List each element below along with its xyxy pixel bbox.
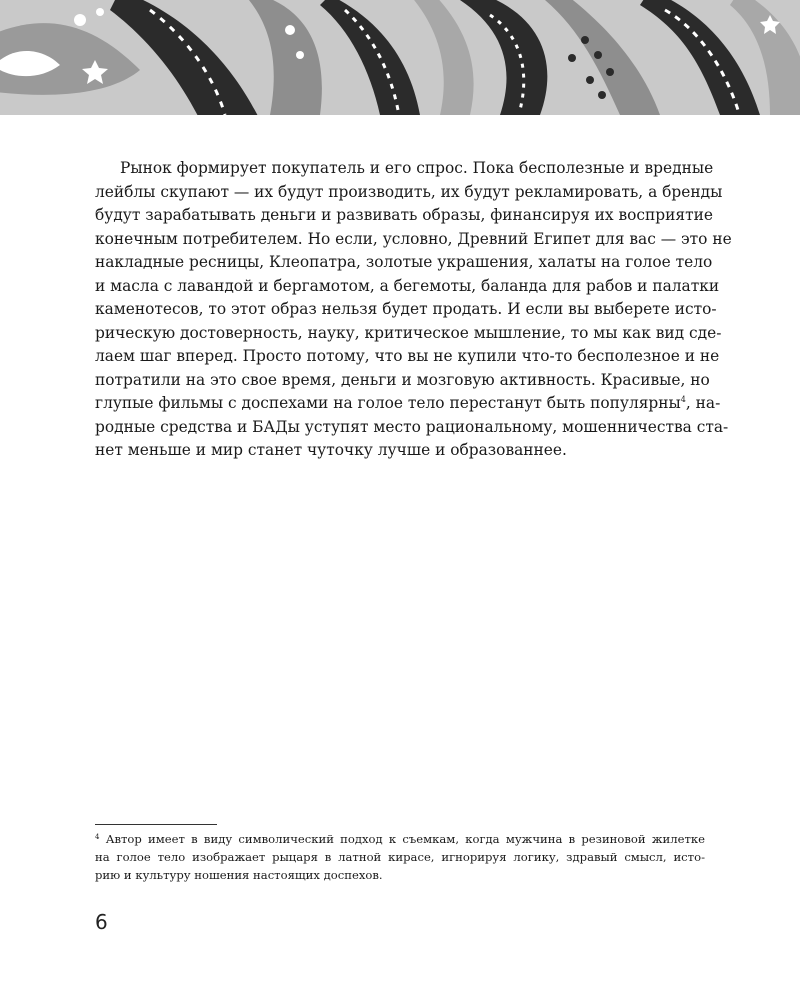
footnote-line: на голое тело изображает рыцаря в латной кирасе, игнорируя логику, здравый смысл, исто-: [95, 850, 705, 864]
body-line: лаем шаг вперед. Просто потому, что вы не купили что-то бесполезное и не: [95, 347, 720, 365]
body-line: каменотесов, то этот образ нельзя будет продать. И если вы выберете исто-: [95, 300, 717, 318]
ornamental-pattern-icon: [0, 0, 800, 115]
body-line: конечным потребителем. Но если, условно, Древний Египет для вас — это не: [95, 229, 732, 248]
decorative-header-image: [0, 0, 800, 115]
body-line: лейблы скупают — их будут производить, их будут рекламировать, а бренды: [95, 182, 723, 201]
footnote: [95, 830, 705, 884]
main-paragraph: [95, 157, 732, 463]
footnote-line: рию и культуру ношения настоящих доспехов.: [95, 868, 383, 882]
body-line-tail: , на-: [685, 394, 721, 412]
body-line: Рынок формирует покупатель и его спрос. Пока бесполезные и вредные: [120, 159, 714, 177]
body-line-text: глупые фильмы с доспехами на голое тело перестанут быть популярны: [95, 394, 681, 412]
body-line: потратили на это свое время, деньги и мозговую активность. Красивые, но: [95, 370, 710, 389]
footnote-marker: 4: [95, 833, 100, 841]
footnote-line: [95, 830, 705, 848]
body-line: накладные ресницы, Клеопатра, золотые украшения, халаты на голое тело: [95, 253, 713, 271]
footnote-separator: [95, 824, 217, 825]
page-number: 6: [95, 910, 108, 934]
body-line: нет меньше и мир станет чуточку лучше и образованнее.: [95, 441, 567, 459]
body-line-with-footnote: [95, 392, 721, 416]
footnote-reference[interactable]: 4: [680, 395, 686, 404]
body-line: будут зарабатывать деньги и развивать образы, финансируя их восприятие: [95, 206, 713, 224]
body-line: родные средства и БАДы уступят место рациональному, мошенничества ста-: [95, 417, 729, 436]
body-line: рическую достоверность, науку, критическое мышление, то мы как вид сде-: [95, 323, 722, 342]
footnote-text: Автор имеет в виду символический подход к съемкам, когда мужчина в резиновой жилетке: [105, 832, 705, 846]
body-line: и масла с лавандой и бергамотом, а бегемоты, баланда для рабов и палатки: [95, 276, 720, 295]
